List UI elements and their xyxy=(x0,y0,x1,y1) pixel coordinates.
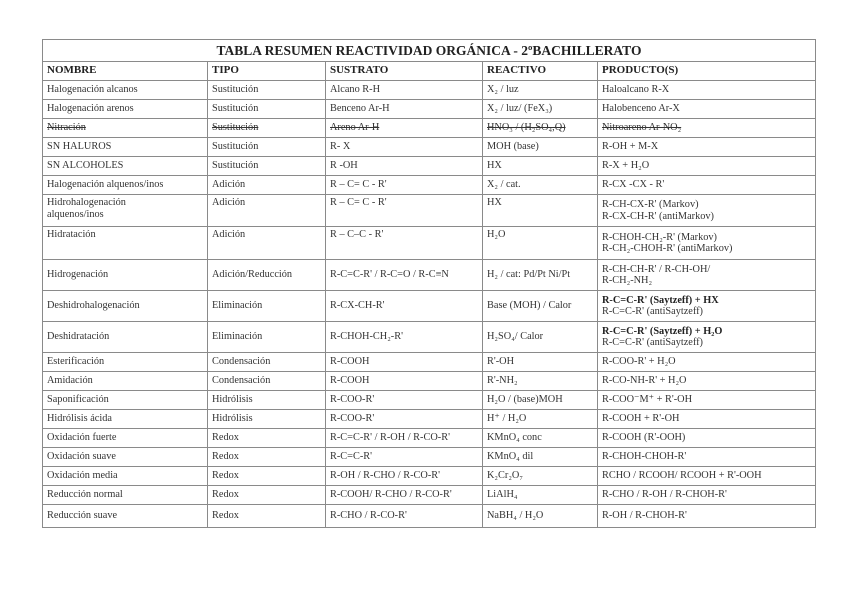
cell-tipo: Condensación xyxy=(208,353,326,372)
cell-reactivo: NaBH₄ / H₂O xyxy=(483,505,598,528)
cell-tipo: Sustitución xyxy=(208,100,326,119)
cell-tipo: Eliminación xyxy=(208,291,326,322)
producto-line: R-CHOH-CH₂-R' (Markov) xyxy=(602,231,717,243)
cell-reactivo: H₂SO₄/ Calor xyxy=(483,322,598,353)
cell-sustrato: R-CX-CH-R' xyxy=(326,291,483,322)
cell-reactivo: X₂ / cat. xyxy=(483,176,598,195)
cell-sustrato: R-COOH/ R-CHO / R-CO-R' xyxy=(326,486,483,505)
cell-producto: R-COO-R' + H₂O xyxy=(598,353,816,372)
cell-reactivo: HNO₃ / (H₂SO₄,Q) xyxy=(483,119,598,138)
cell-producto: R-X + H₂O xyxy=(598,157,816,176)
cell-reactivo: H₂ / cat: Pd/Pt Ni/Pt xyxy=(483,260,598,291)
table-row xyxy=(43,176,816,195)
cell-reactivo: LiAlH₄ xyxy=(483,486,598,505)
table-row xyxy=(43,391,816,410)
cell-producto xyxy=(598,260,816,291)
cell-producto: R-CHO / R-OH / R-CHOH-R' xyxy=(598,486,816,505)
cell-tipo: Redox xyxy=(208,448,326,467)
cell-nombre: Deshidratación xyxy=(43,322,208,353)
producto-line: R-CH₂-NH₂ xyxy=(602,275,653,286)
cell-nombre xyxy=(43,195,208,227)
cell-producto: R-CX -CX - R' xyxy=(598,176,816,195)
cell-nombre: Reducción normal xyxy=(43,486,208,505)
cell-sustrato: Benceno Ar-H xyxy=(326,100,483,119)
table-row xyxy=(43,353,816,372)
cell-producto: R-OH / R-CHOH-R' xyxy=(598,505,816,528)
producto-line: R-C=C-R' (Saytzeff) + H₂O xyxy=(602,325,723,337)
producto-line: R-CX-CH-R' (antiMarkov) xyxy=(602,210,714,222)
cell-tipo: Sustitución xyxy=(208,138,326,157)
cell-nombre: SN HALUROS xyxy=(43,138,208,157)
cell-reactivo: MOH (base) xyxy=(483,138,598,157)
cell-sustrato: R – C–C - R' xyxy=(326,227,483,260)
cell-reactivo: HX xyxy=(483,195,598,227)
cell-producto xyxy=(598,227,816,260)
producto-line: R-CH₂-CHOH-R' (antiMarkov) xyxy=(602,243,733,254)
cell-tipo: Adición xyxy=(208,195,326,227)
producto-line: R-C=C-R' (antiSaytzeff) xyxy=(602,337,703,348)
cell-sustrato: R-COOH xyxy=(326,353,483,372)
table-row xyxy=(43,227,816,260)
table-row xyxy=(43,81,816,100)
table-row xyxy=(43,322,816,353)
cell-producto: R-COO⁻M⁺ + R'-OH xyxy=(598,391,816,410)
cell-nombre: SN ALCOHOLES xyxy=(43,157,208,176)
cell-sustrato: Alcano R-H xyxy=(326,81,483,100)
cell-tipo: Sustitución xyxy=(208,119,326,138)
cell-producto: R-CO-NH-R' + H₂O xyxy=(598,372,816,391)
cell-reactivo: KMnO₄ dil xyxy=(483,448,598,467)
cell-sustrato: Areno Ar-H xyxy=(326,119,483,138)
table-row xyxy=(43,138,816,157)
cell-producto: RCHO / RCOOH/ RCOOH + R'-OOH xyxy=(598,467,816,486)
cell-nombre: Hidrogenación xyxy=(43,260,208,291)
cell-sustrato: R- X xyxy=(326,138,483,157)
cell-producto: Nitroareno Ar-NO₂ xyxy=(598,119,816,138)
cell-nombre: Reducción suave xyxy=(43,505,208,528)
header-reactivo: REACTIVO xyxy=(483,62,598,81)
producto-line: R-CH-CH-R' / R-CH-OH/ xyxy=(602,263,711,275)
cell-reactivo: HX xyxy=(483,157,598,176)
cell-nombre: Amidación xyxy=(43,372,208,391)
cell-reactivo: X₂ / luz xyxy=(483,81,598,100)
table-row xyxy=(43,448,816,467)
cell-tipo: Adición xyxy=(208,227,326,260)
cell-sustrato: R-COO-R' xyxy=(326,391,483,410)
cell-tipo: Hidrólisis xyxy=(208,410,326,429)
table-row xyxy=(43,505,816,528)
cell-tipo: Adición/Reducción xyxy=(208,260,326,291)
cell-nombre: Deshidrohalogenación xyxy=(43,291,208,322)
table-row xyxy=(43,119,816,138)
cell-sustrato: R – C= C - R' xyxy=(326,176,483,195)
cell-sustrato: R-CHO / R-CO-R' xyxy=(326,505,483,528)
cell-sustrato: R -OH xyxy=(326,157,483,176)
cell-producto: R-CHOH-CHOH-R' xyxy=(598,448,816,467)
cell-sustrato: R-C=C-R' / R-OH / R-CO-R' xyxy=(326,429,483,448)
cell-tipo: Condensación xyxy=(208,372,326,391)
nombre-line: Hidrohalogenación xyxy=(47,197,126,208)
cell-nombre: Hidratación xyxy=(43,227,208,260)
nombre-line: alquenos/inos xyxy=(47,208,104,220)
cell-nombre: Halogenación arenos xyxy=(43,100,208,119)
cell-producto: Halobenceno Ar-X xyxy=(598,100,816,119)
cell-sustrato: R-COO-R' xyxy=(326,410,483,429)
cell-reactivo: H⁺ / H₂O xyxy=(483,410,598,429)
cell-sustrato: R-C=C-R' xyxy=(326,448,483,467)
table-row xyxy=(43,410,816,429)
cell-reactivo: Base (MOH) / Calor xyxy=(483,291,598,322)
cell-producto xyxy=(598,291,816,322)
header-tipo: TIPO xyxy=(208,62,326,81)
table-row xyxy=(43,429,816,448)
cell-sustrato: R-CHOH-CH₂-R' xyxy=(326,322,483,353)
cell-producto: Haloalcano R-X xyxy=(598,81,816,100)
cell-tipo: Hidrólisis xyxy=(208,391,326,410)
producto-line: R-CH-CX-R' (Markov) xyxy=(602,199,699,210)
cell-tipo: Redox xyxy=(208,486,326,505)
producto-line: R-C=C-R' (antiSaytzeff) xyxy=(602,306,703,317)
producto-line: R-C=C-R' (Saytzeff) + HX xyxy=(602,294,719,306)
table-row xyxy=(43,372,816,391)
cell-tipo: Sustitución xyxy=(208,81,326,100)
cell-nombre: Hidrólisis ácida xyxy=(43,410,208,429)
table-row xyxy=(43,195,816,227)
table-row xyxy=(43,100,816,119)
cell-reactivo: H₂O / (base)MOH xyxy=(483,391,598,410)
cell-sustrato: R-COOH xyxy=(326,372,483,391)
cell-nombre: Oxidación suave xyxy=(43,448,208,467)
cell-producto: R-COOH (R'-OOH) xyxy=(598,429,816,448)
cell-nombre: Oxidación media xyxy=(43,467,208,486)
cell-reactivo: K₂Cr₂O₇ xyxy=(483,467,598,486)
table-row xyxy=(43,467,816,486)
cell-reactivo: H₂O xyxy=(483,227,598,260)
table-row xyxy=(43,486,816,505)
cell-producto: R-COOH + R'-OH xyxy=(598,410,816,429)
cell-reactivo: X₂ / luz/ (FeX₃) xyxy=(483,100,598,119)
cell-producto: R-OH + M-X xyxy=(598,138,816,157)
cell-producto xyxy=(598,322,816,353)
table-title: TABLA RESUMEN REACTIVIDAD ORGÁNICA - 2ºBACHILLERATO xyxy=(43,40,816,62)
cell-sustrato: R – C= C - R' xyxy=(326,195,483,227)
table-row xyxy=(43,157,816,176)
cell-tipo: Eliminación xyxy=(208,322,326,353)
cell-tipo: Redox xyxy=(208,505,326,528)
header-nombre: NOMBRE xyxy=(43,62,208,81)
cell-nombre: Saponificación xyxy=(43,391,208,410)
cell-nombre: Esterificación xyxy=(43,353,208,372)
cell-reactivo: KMnO₄ conc xyxy=(483,429,598,448)
cell-tipo: Sustitución xyxy=(208,157,326,176)
cell-nombre: Halogenación alcanos xyxy=(43,81,208,100)
cell-sustrato: R-C=C-R' / R-C=O / R-C≡N xyxy=(326,260,483,291)
cell-producto xyxy=(598,195,816,227)
cell-nombre: Nitración xyxy=(43,119,208,138)
header-productos: PRODUCTO(S) xyxy=(598,62,816,81)
header-sustrato: SUSTRATO xyxy=(326,62,483,81)
cell-tipo: Redox xyxy=(208,467,326,486)
cell-tipo: Redox xyxy=(208,429,326,448)
cell-nombre: Halogenación alquenos/inos xyxy=(43,176,208,195)
cell-sustrato: R-OH / R-CHO / R-CO-R' xyxy=(326,467,483,486)
cell-nombre: Oxidación fuerte xyxy=(43,429,208,448)
cell-reactivo: R'-OH xyxy=(483,353,598,372)
cell-tipo: Adición xyxy=(208,176,326,195)
table-row xyxy=(43,260,816,291)
reactivity-summary-table xyxy=(42,39,816,528)
table-row xyxy=(43,291,816,322)
cell-reactivo: R'-NH₂ xyxy=(483,372,598,391)
